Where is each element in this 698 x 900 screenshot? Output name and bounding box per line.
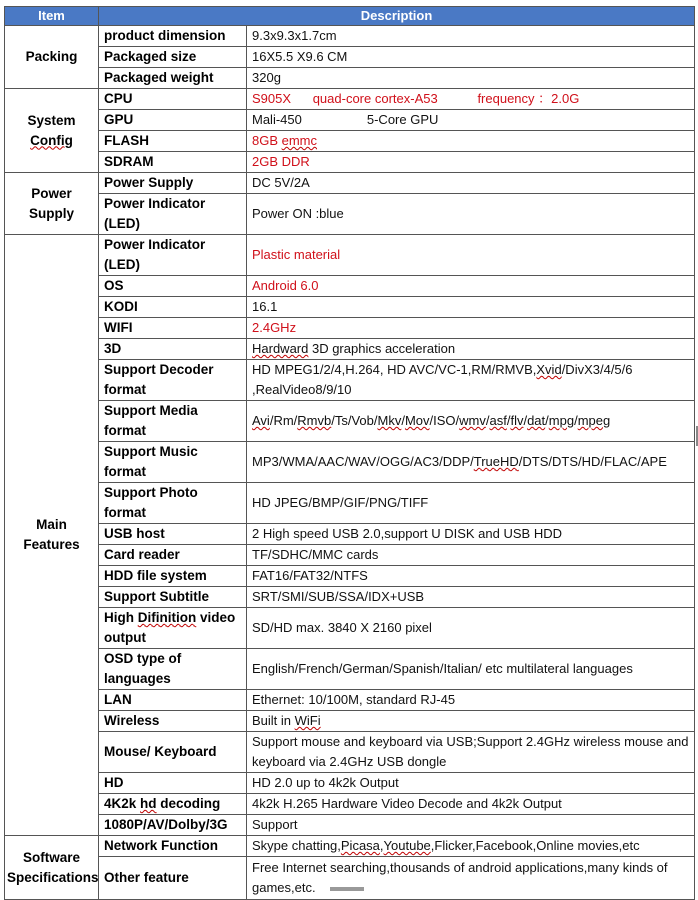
category-cell: Software Specifications	[5, 836, 99, 900]
item-cell: LAN	[99, 690, 247, 711]
description-cell: TF/SDHC/MMC cards	[247, 545, 695, 566]
category-cell: Packing	[5, 26, 99, 89]
table-row	[5, 47, 695, 68]
item-cell: WIFI	[99, 318, 247, 339]
description-cell: 16.1	[247, 297, 695, 318]
description-cell: Skype chatting,Picasa,Youtube,Flicker,Facebook,Online movies,etc	[247, 836, 695, 857]
item-cell: GPU	[99, 110, 247, 131]
table-row	[5, 836, 695, 857]
table-row	[5, 794, 695, 815]
item-cell: OS	[99, 276, 247, 297]
item-cell: Power Supply	[99, 173, 247, 194]
description-cell: Android 6.0	[247, 276, 695, 297]
description-cell: 9.3x9.3x1.7cm	[247, 26, 695, 47]
bottom-scroll-handle[interactable]	[330, 887, 364, 891]
item-cell: 4K2k hd decoding	[99, 794, 247, 815]
description-cell: DC 5V/2A	[247, 173, 695, 194]
table-row	[5, 110, 695, 131]
description-cell: MP3/WMA/AAC/WAV/OGG/AC3/DDP/TrueHD/DTS/DTS/HD/FLAC/APE	[247, 442, 695, 483]
table-row	[5, 711, 695, 732]
spec-body	[5, 26, 695, 900]
description-cell: 8GB emmc	[247, 131, 695, 152]
item-cell: Network Function	[99, 836, 247, 857]
table-row	[5, 297, 695, 318]
description-cell: 2 High speed USB 2.0,support U DISK and USB HDD	[247, 524, 695, 545]
table-row	[5, 235, 695, 276]
item-cell: Support Subtitle	[99, 587, 247, 608]
item-cell: Support Media format	[99, 401, 247, 442]
description-cell: HD 2.0 up to 4k2k Output	[247, 773, 695, 794]
table-row	[5, 524, 695, 545]
description-cell: HD MPEG1/2/4,H.264, HD AVC/VC-1,RM/RMVB,Xvid/DivX3/4/5/6 ,RealVideo8/9/10	[247, 360, 695, 401]
item-cell: Packaged weight	[99, 68, 247, 89]
table-row	[5, 26, 695, 47]
item-cell: Support Photo format	[99, 483, 247, 524]
description-cell: Free Internet searching,thousands of android applications,many kinds of games,etc.	[247, 857, 695, 900]
table-row	[5, 773, 695, 794]
description-cell: 4k2k H.265 Hardware Video Decode and 4k2k Output	[247, 794, 695, 815]
item-cell: SDRAM	[99, 152, 247, 173]
description-cell: Plastic material	[247, 235, 695, 276]
item-cell: HD	[99, 773, 247, 794]
item-cell: Card reader	[99, 545, 247, 566]
spec-sheet	[4, 6, 694, 900]
table-row	[5, 68, 695, 89]
table-row	[5, 339, 695, 360]
description-cell: 2.4GHz	[247, 318, 695, 339]
table-row	[5, 173, 695, 194]
table-row	[5, 131, 695, 152]
table-row	[5, 442, 695, 483]
item-cell: KODI	[99, 297, 247, 318]
description-cell: Hardward 3D graphics acceleration	[247, 339, 695, 360]
description-cell: Ethernet: 10/100M, standard RJ-45	[247, 690, 695, 711]
item-cell: Wireless	[99, 711, 247, 732]
table-row	[5, 815, 695, 836]
table-row	[5, 690, 695, 711]
item-cell: 1080P/AV/Dolby/3G	[99, 815, 247, 836]
description-cell: English/French/German/Spanish/Italian/ etc multilateral languages	[247, 649, 695, 690]
item-cell: Support Music format	[99, 442, 247, 483]
item-cell: Other feature	[99, 857, 247, 900]
item-cell: 3D	[99, 339, 247, 360]
description-cell: 2GB DDR	[247, 152, 695, 173]
description-cell: SD/HD max. 3840 X 2160 pixel	[247, 608, 695, 649]
description-cell: FAT16/FAT32/NTFS	[247, 566, 695, 587]
description-cell: Support	[247, 815, 695, 836]
table-row	[5, 545, 695, 566]
table-row	[5, 587, 695, 608]
description-cell: HD JPEG/BMP/GIF/PNG/TIFF	[247, 483, 695, 524]
table-row	[5, 152, 695, 173]
table-row	[5, 732, 695, 773]
item-cell: USB host	[99, 524, 247, 545]
table-row	[5, 857, 695, 900]
category-cell: System Config	[5, 89, 99, 173]
table-row	[5, 194, 695, 235]
description-cell: 320g	[247, 68, 695, 89]
item-cell: Power Indicator (LED)	[99, 194, 247, 235]
item-cell: HDD file system	[99, 566, 247, 587]
item-cell: FLASH	[99, 131, 247, 152]
table-row	[5, 649, 695, 690]
item-cell: Packaged size	[99, 47, 247, 68]
table-row	[5, 401, 695, 442]
description-cell: Power ON :blue	[247, 194, 695, 235]
table-row	[5, 608, 695, 649]
category-cell: Power Supply	[5, 173, 99, 235]
description-cell: Avi/Rm/Rmvb/Ts/Vob/Mkv/Mov/ISO/wmv/asf/flv/dat/mpg/mpeg	[247, 401, 695, 442]
item-cell: High Difinition video output	[99, 608, 247, 649]
description-cell: Built in WiFi	[247, 711, 695, 732]
description-cell: 16X5.5 X9.6 CM	[247, 47, 695, 68]
table-row	[5, 360, 695, 401]
description-cell: S905X quad-core cortex-A53 frequency ：2.0G	[247, 89, 695, 110]
table-row	[5, 483, 695, 524]
spec-table	[4, 6, 695, 900]
item-cell: Mouse/ Keyboard	[99, 732, 247, 773]
table-row	[5, 89, 695, 110]
header-description: Description	[99, 7, 695, 26]
item-cell: Support Decoder format	[99, 360, 247, 401]
item-cell: CPU	[99, 89, 247, 110]
description-cell: SRT/SMI/SUB/SSA/IDX+USB	[247, 587, 695, 608]
table-row	[5, 318, 695, 339]
item-cell: OSD type of languages	[99, 649, 247, 690]
header-item: Item	[5, 7, 99, 26]
table-row	[5, 276, 695, 297]
header-row	[5, 7, 695, 26]
table-row	[5, 566, 695, 587]
description-cell: Mali-450 5-Core GPU	[247, 110, 695, 131]
category-cell: Main Features	[5, 235, 99, 836]
item-cell: product dimension	[99, 26, 247, 47]
item-cell: Power Indicator (LED)	[99, 235, 247, 276]
description-cell: Support mouse and keyboard via USB;Support 2.4GHz wireless mouse and keyboard via 2.4GHz USB dongle	[247, 732, 695, 773]
